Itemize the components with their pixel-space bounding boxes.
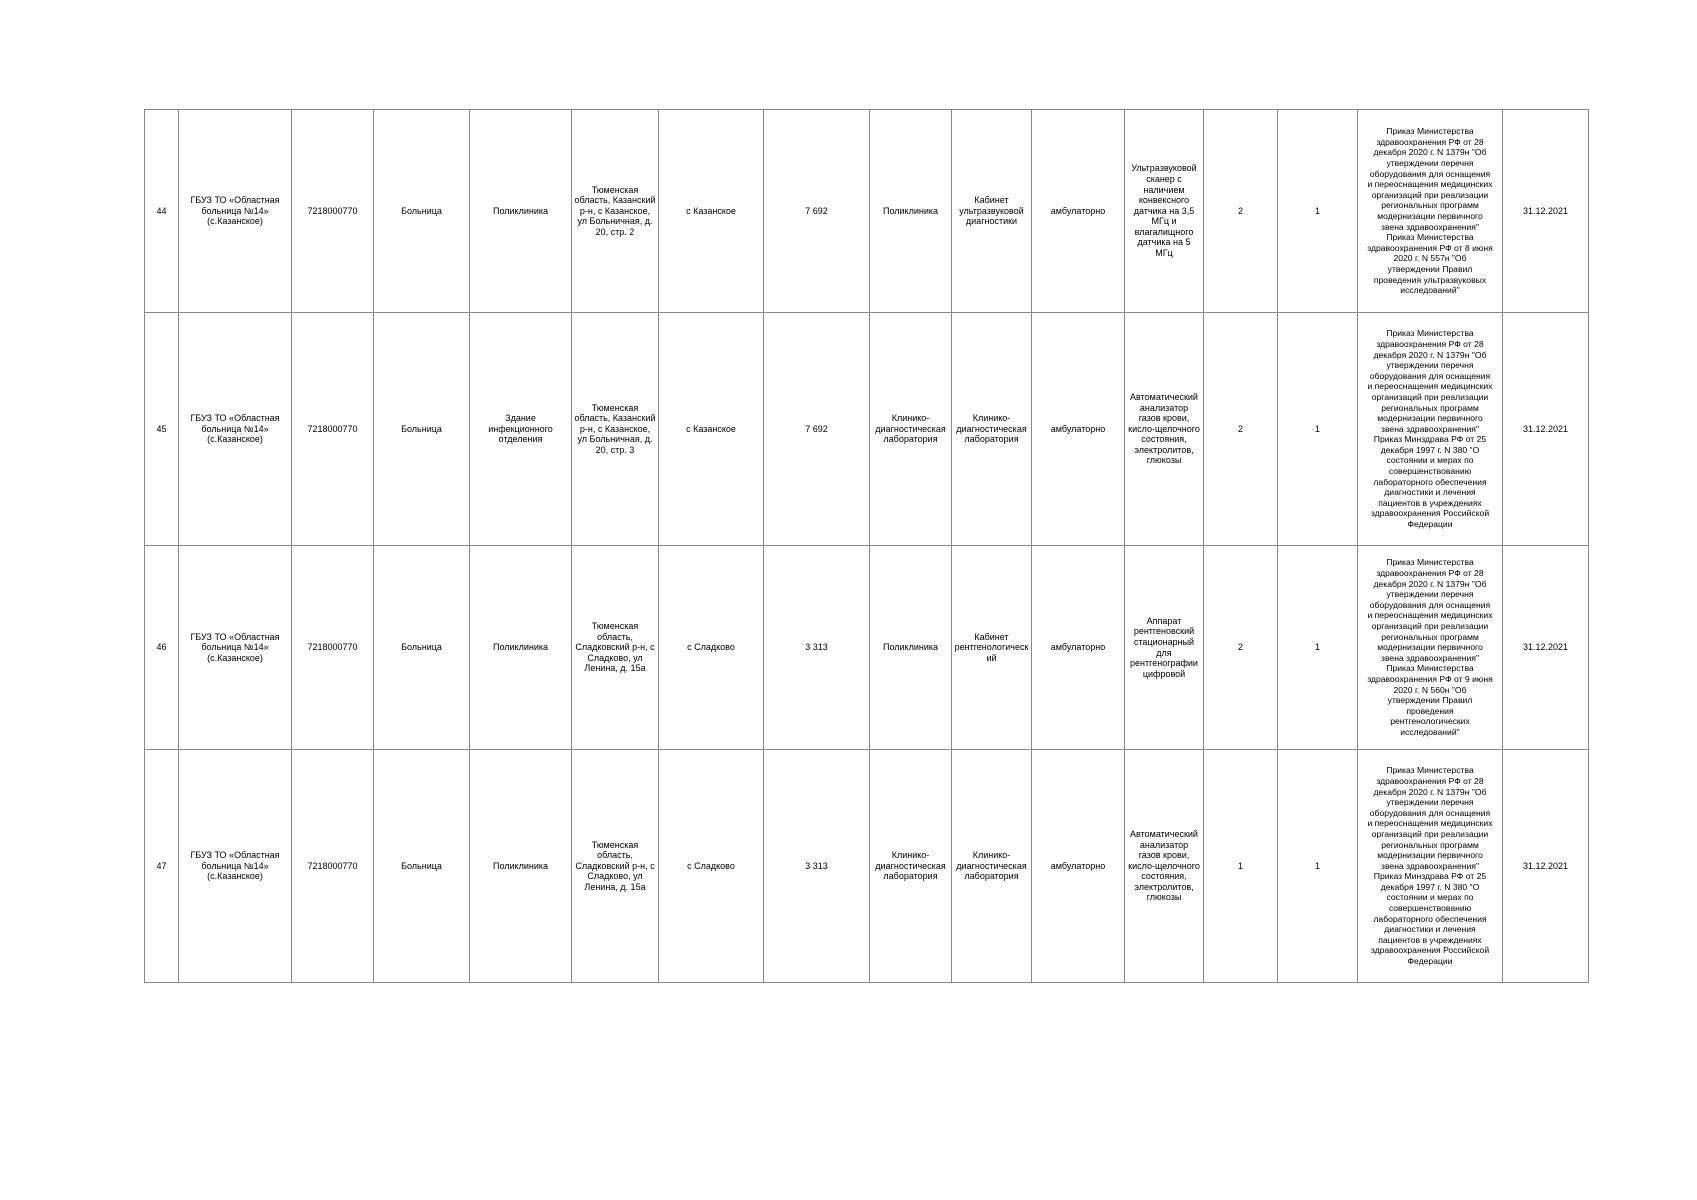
organization-name: ГБУЗ ТО «Областная больница №14» (с.Казанское): [179, 313, 292, 546]
qty-available: 1: [1278, 546, 1358, 750]
care-type: амбулаторно: [1032, 750, 1125, 983]
table-row: [145, 110, 1589, 313]
settlement: с Казанское: [659, 313, 764, 546]
equipment: Автоматический анализатор газов крови, кисло-щелочного состояния, электролитов, глюкозы: [1125, 750, 1204, 983]
population: 7 692: [764, 313, 870, 546]
department: Клинико- диагностическая лаборатория: [870, 750, 952, 983]
qty-available: 1: [1278, 110, 1358, 313]
address: Тюменская область, Казанский р-н, с Казанское, ул Больничная, д. 20, стр. 2: [572, 110, 659, 313]
equipment-table: [144, 109, 1589, 983]
building: Поликлиника: [470, 546, 572, 750]
qty-required: 2: [1204, 546, 1278, 750]
department: Поликлиника: [870, 110, 952, 313]
table-row: [145, 313, 1589, 546]
deadline-date: 31.12.2021: [1503, 313, 1589, 546]
building: Поликлиника: [470, 750, 572, 983]
care-type: амбулаторно: [1032, 313, 1125, 546]
address: Тюменская область, Сладковский р-н, с Сладково, ул Ленина, д. 15а: [572, 546, 659, 750]
org-type: Больница: [374, 546, 470, 750]
row-number: 45: [145, 313, 179, 546]
room: Клинико- диагностическая лаборатория: [952, 313, 1032, 546]
organization-name: ГБУЗ ТО «Областная больница №14» (с.Казанское): [179, 546, 292, 750]
deadline-date: 31.12.2021: [1503, 750, 1589, 983]
inn: 7218000770: [292, 750, 374, 983]
legal-basis: Приказ Министерства здравоохранения РФ от 28 декабря 2020 г. N 1379н "Об утверждении перечня оборудования для оснащения и переоснащения медицинских организаций при реализации региональных программ модернизации первичного звена здравоохранения" Приказ Минздрава РФ от 25 декабря 1997 г. N 380 "О состоянии и мерах по совершенствованию лабораторного обеспечения диагностики и лечения пациентов в учреждениях здравоохранения Российской Федерации: [1358, 313, 1503, 546]
table-row: [145, 750, 1589, 983]
legal-basis: Приказ Министерства здравоохранения РФ от 28 декабря 2020 г. N 1379н "Об утверждении перечня оборудования для оснащения и переоснащения медицинских организаций при реализации региональных программ модернизации первичного звена здравоохранения" Приказ Минздрава РФ от 25 декабря 1997 г. N 380 "О состоянии и мерах по совершенствованию лабораторного обеспечения диагностики и лечения пациентов в учреждениях здравоохранения Российской Федерации: [1358, 750, 1503, 983]
qty-required: 1: [1204, 750, 1278, 983]
row-number: 44: [145, 110, 179, 313]
population: 7 692: [764, 110, 870, 313]
building: Здание инфекционного отделения: [470, 313, 572, 546]
row-number: 46: [145, 546, 179, 750]
care-type: амбулаторно: [1032, 546, 1125, 750]
room: Клинико- диагностическая лаборатория: [952, 750, 1032, 983]
legal-basis: Приказ Министерства здравоохранения РФ от 28 декабря 2020 г. N 1379н "Об утверждении перечня оборудования для оснащения и переоснащения медицинских организаций при реализации региональных программ модернизации первичного звена здравоохранения" Приказ Министерства здравоохранения РФ от 9 июня 2020 г. N 560н "Об утверждении Правил проведения рентгенологических исследований": [1358, 546, 1503, 750]
inn: 7218000770: [292, 313, 374, 546]
population: 3 313: [764, 750, 870, 983]
room: Кабинет рентгенологическ ий: [952, 546, 1032, 750]
equipment: Автоматический анализатор газов крови, кисло-щелочного состояния, электролитов, глюкозы: [1125, 313, 1204, 546]
organization-name: ГБУЗ ТО «Областная больница №14» (с.Казанское): [179, 750, 292, 983]
care-type: амбулаторно: [1032, 110, 1125, 313]
address: Тюменская область, Казанский р-н, с Казанское, ул Больничная, д. 20, стр. 3: [572, 313, 659, 546]
deadline-date: 31.12.2021: [1503, 546, 1589, 750]
settlement: с Сладково: [659, 750, 764, 983]
department: Поликлиника: [870, 546, 952, 750]
qty-required: 2: [1204, 110, 1278, 313]
qty-required: 2: [1204, 313, 1278, 546]
room: Кабинет ультразвуковой диагностики: [952, 110, 1032, 313]
legal-basis: Приказ Министерства здравоохранения РФ от 28 декабря 2020 г. N 1379н "Об утверждении перечня оборудования для оснащения и переоснащения медицинских организаций при реализации региональных программ модернизации первичного звена здравоохранения" Приказ Министерства здравоохранения РФ от 8 июня 2020 г. N 557н "Об утверждении Правил проведения ультразвуковых исследований": [1358, 110, 1503, 313]
qty-available: 1: [1278, 313, 1358, 546]
settlement: с Казанское: [659, 110, 764, 313]
org-type: Больница: [374, 750, 470, 983]
inn: 7218000770: [292, 110, 374, 313]
row-number: 47: [145, 750, 179, 983]
settlement: с Сладково: [659, 546, 764, 750]
population: 3 313: [764, 546, 870, 750]
inn: 7218000770: [292, 546, 374, 750]
table-row: [145, 546, 1589, 750]
org-type: Больница: [374, 313, 470, 546]
qty-available: 1: [1278, 750, 1358, 983]
equipment: Ультразвуковой сканер с наличием конвексного датчика на 3,5 МГц и влагалищного датчика на 5 МГц: [1125, 110, 1204, 313]
department: Клинико- диагностическая лаборатория: [870, 313, 952, 546]
address: Тюменская область, Сладковский р-н, с Сладково, ул Ленина, д. 15а: [572, 750, 659, 983]
org-type: Больница: [374, 110, 470, 313]
organization-name: ГБУЗ ТО «Областная больница №14» (с.Казанское): [179, 110, 292, 313]
deadline-date: 31.12.2021: [1503, 110, 1589, 313]
equipment: Аппарат рентгеновский стационарный для рентгенографии цифровой: [1125, 546, 1204, 750]
building: Поликлиника: [470, 110, 572, 313]
